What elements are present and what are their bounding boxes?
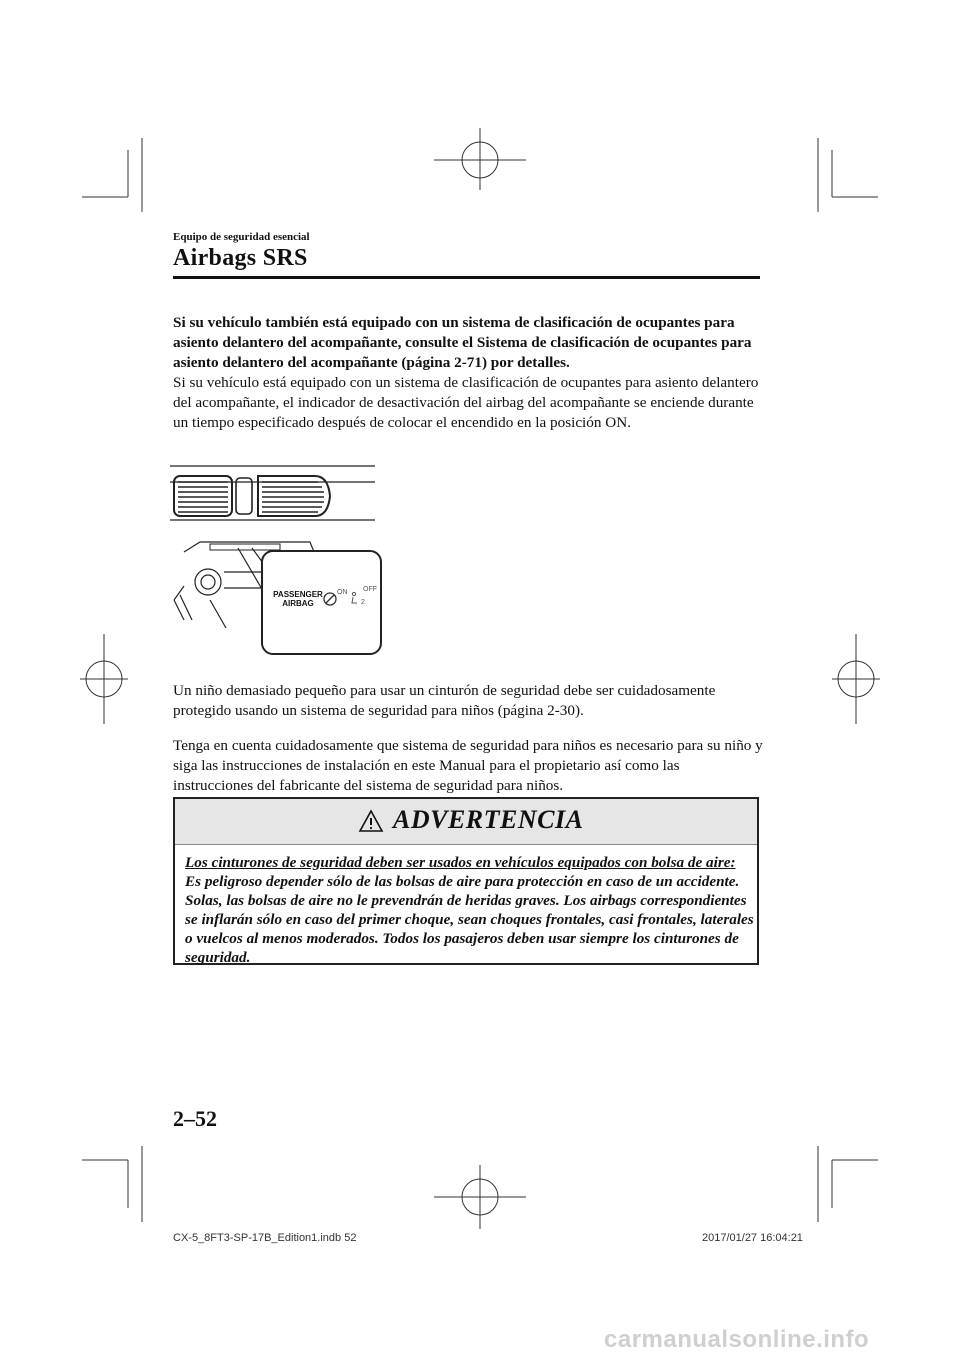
indicator-label-2: 2	[361, 599, 365, 606]
warning-title: ADVERTENCIA	[393, 805, 584, 834]
warning-text: Es peligroso depender sólo de las bolsas de aire para protección en caso de un accidente. Solas, las bolsas de aire no le prevendrán de heridas graves. Los airbags correspondientes se inflarán sólo en caso del primer choque, sean choques frontales, casi frontales, laterales o vuelcos al menos moderados. Todos los pasajeros deben usar siempre los cinturones de seguridad.	[185, 873, 754, 966]
warning-triangle-icon	[358, 809, 384, 833]
airbag-indicator-figure	[170, 460, 385, 660]
dashboard-illustration	[170, 460, 385, 660]
section-label: Equipo de seguridad esencial	[173, 231, 310, 243]
footer-date: 2017/01/27 16:04:21	[702, 1232, 803, 1244]
page-number: 2–52	[173, 1106, 217, 1131]
warning-body	[185, 853, 755, 967]
indicator-label-on: ON	[337, 589, 348, 596]
warning-box	[173, 797, 759, 965]
intro-paragraph	[173, 313, 763, 433]
child-restraint-paragraph: Un niño demasiado pequeño para usar un cinturón de seguridad debe ser cuidadosamente protegido usando un sistema de seguridad para niños (página 2-30).	[173, 682, 716, 719]
instructions-paragraph: Tenga en cuenta cuidadosamente que sistema de seguridad para niños es necesario para su niño y siga las instrucciones de instalación en este Manual para el propietario así como las instrucciones del fabricante del sistema de seguridad para niños.	[173, 737, 763, 794]
indicator-label-off: OFF	[363, 586, 377, 593]
footer-file: CX-5_8FT3-SP-17B_Edition1.indb 52	[173, 1232, 357, 1244]
warning-header	[175, 799, 757, 845]
watermark: carmanualsonline.info	[604, 1326, 870, 1353]
header-divider	[173, 276, 760, 279]
page-title: Airbags SRS	[173, 245, 308, 271]
indicator-label-airbag: AIRBAG	[282, 599, 314, 608]
warning-heading: Los cinturones de seguridad deben ser usados en vehículos equipados con bolsa de aire:	[185, 854, 736, 871]
intro-bold-text: Si su vehículo también está equipado con un sistema de clasificación de ocupantes para asiento delantero del acompañante, consulte el Sistema de clasificación de ocupantes para asiento delantero del acompañante (página 2-71) por detalles.	[173, 314, 752, 371]
indicator-label-passenger: PASSENGER	[273, 590, 323, 599]
intro-text: Si su vehículo está equipado con un sistema de clasificación de ocupantes para asiento delantero del acompañante, el indicador de desactivación del airbag del acompañante se enciende durante un tiempo especificado después de colocar el encendido en la posición ON.	[173, 374, 759, 431]
